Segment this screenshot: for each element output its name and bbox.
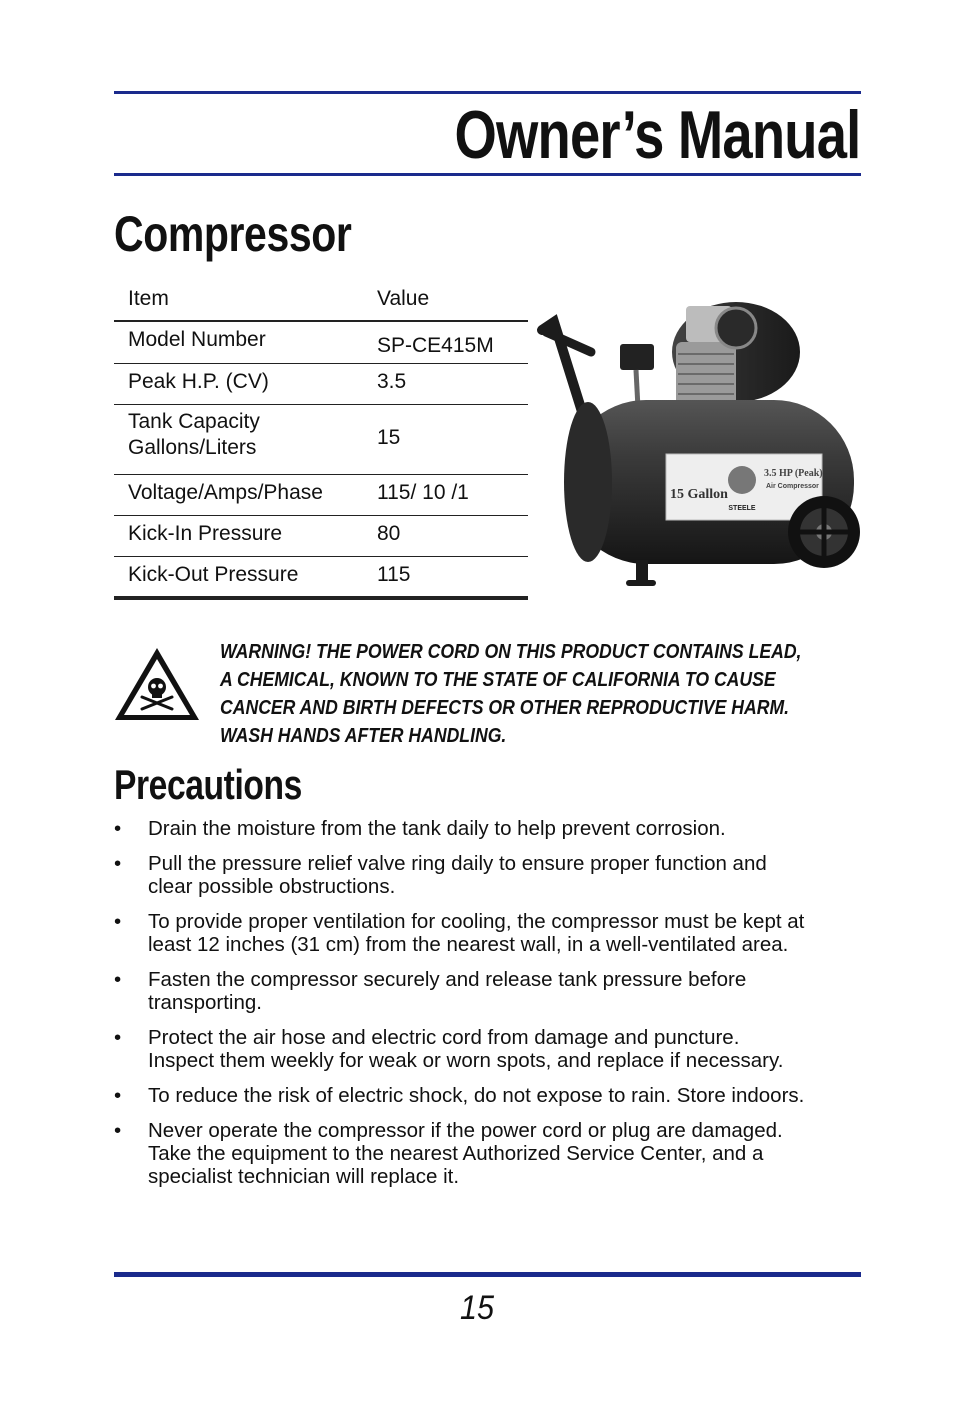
list-item-line: Pull the pressure relief valve ring daily to ensure proper function and <box>148 852 767 875</box>
table-row <box>114 322 528 364</box>
list-item-line: Never operate the compressor if the power cord or plug are damaged. <box>148 1119 783 1142</box>
compressor-image <box>536 292 862 604</box>
table-cell-value: 115/ 10 /1 <box>377 481 469 504</box>
list-item <box>114 1119 874 1188</box>
table-header-row <box>114 280 528 322</box>
hp-label: 3.5 HP (Peak) <box>764 468 823 479</box>
table-header-item: Item <box>128 287 169 310</box>
table-cell-item: Model Number <box>128 328 266 351</box>
list-item-line: To reduce the risk of electric shock, do not expose to rain. Store indoors. <box>148 1084 805 1107</box>
brand-label: STEELE <box>728 505 756 512</box>
list-item-line: Protect the air hose and electric cord from damage and puncture. <box>148 1026 740 1049</box>
list-item <box>114 1026 874 1072</box>
table-cell-item: Kick-Out Pressure <box>128 563 299 586</box>
compressor-heading: Compressor <box>114 206 352 262</box>
table-row <box>114 364 528 405</box>
warning-line: WASH HANDS AFTER HANDLING. <box>220 724 507 747</box>
list-item-line: least 12 inches (31 cm) from the nearest wall, in a well-ventilated area. <box>148 933 789 956</box>
skull-crossbones-warning-icon <box>112 645 202 723</box>
table-cell-value: 3.5 <box>377 370 407 393</box>
table-cell-item: Voltage/Amps/Phase <box>128 481 323 504</box>
list-item <box>114 968 874 1014</box>
table-cell-value: 80 <box>377 522 401 545</box>
list-item-line: clear possible obstructions. <box>148 875 396 898</box>
page-number: 15 <box>459 1289 495 1327</box>
table-cell-value: 15 <box>377 426 401 449</box>
table-row <box>114 475 528 516</box>
table-cell-item <box>128 409 260 461</box>
table-cell-line: Tank Capacity <box>128 410 260 433</box>
bullet: • <box>114 817 122 840</box>
table-cell-value: SP-CE415M <box>377 334 494 357</box>
table-row <box>114 516 528 557</box>
list-item <box>114 852 874 898</box>
table-row <box>114 405 528 475</box>
precautions-heading: Precautions <box>114 761 302 808</box>
table-row <box>114 557 528 600</box>
bullet: • <box>114 968 122 991</box>
list-item-line: To provide proper ventilation for cooling, the compressor must be kept at <box>148 910 805 933</box>
table-cell-item: Kick-In Pressure <box>128 522 283 545</box>
table-cell-value: 115 <box>377 563 411 586</box>
header-rule-top <box>114 91 861 94</box>
page-title: Owner’s Manual <box>454 97 860 173</box>
bullet: • <box>114 852 122 875</box>
footer-rule <box>114 1272 861 1277</box>
table-header-value: Value <box>377 287 430 310</box>
precautions-list <box>114 817 874 1200</box>
air-compressor-label: Air Compressor <box>766 483 819 490</box>
bullet: • <box>114 1119 122 1142</box>
list-item-line: transporting. <box>148 991 262 1014</box>
list-item-line: Drain the moisture from the tank daily to help prevent corrosion. <box>148 817 726 840</box>
warning-line: CANCER AND BIRTH DEFECTS OR OTHER REPRODUCTIVE HARM. <box>220 696 790 719</box>
list-item <box>114 817 874 840</box>
list-item <box>114 910 874 956</box>
warning-line: A CHEMICAL, KNOWN TO THE STATE OF CALIFORNIA TO CAUSE <box>220 668 776 691</box>
list-item-line: Fasten the compressor securely and release tank pressure before <box>148 968 747 991</box>
bullet: • <box>114 1026 122 1049</box>
warning-line: WARNING! THE POWER CORD ON THIS PRODUCT CONTAINS LEAD, <box>220 640 802 663</box>
header-rule-bottom <box>114 173 861 176</box>
list-item-line: Take the equipment to the nearest Authorized Service Center, and a <box>148 1142 764 1165</box>
list-item <box>114 1084 874 1107</box>
list-item-line: specialist technician will replace it. <box>148 1165 460 1188</box>
warning-text <box>220 638 839 750</box>
bullet: • <box>114 910 122 933</box>
bullet: • <box>114 1084 122 1107</box>
spec-table <box>114 280 528 600</box>
list-item-line: Inspect them weekly for weak or worn spots, and replace if necessary. <box>148 1049 784 1072</box>
table-cell-item: Peak H.P. (CV) <box>128 370 269 393</box>
tank-capacity-label: 15 Gallon <box>670 487 728 502</box>
table-cell-line: Gallons/Liters <box>128 436 257 459</box>
